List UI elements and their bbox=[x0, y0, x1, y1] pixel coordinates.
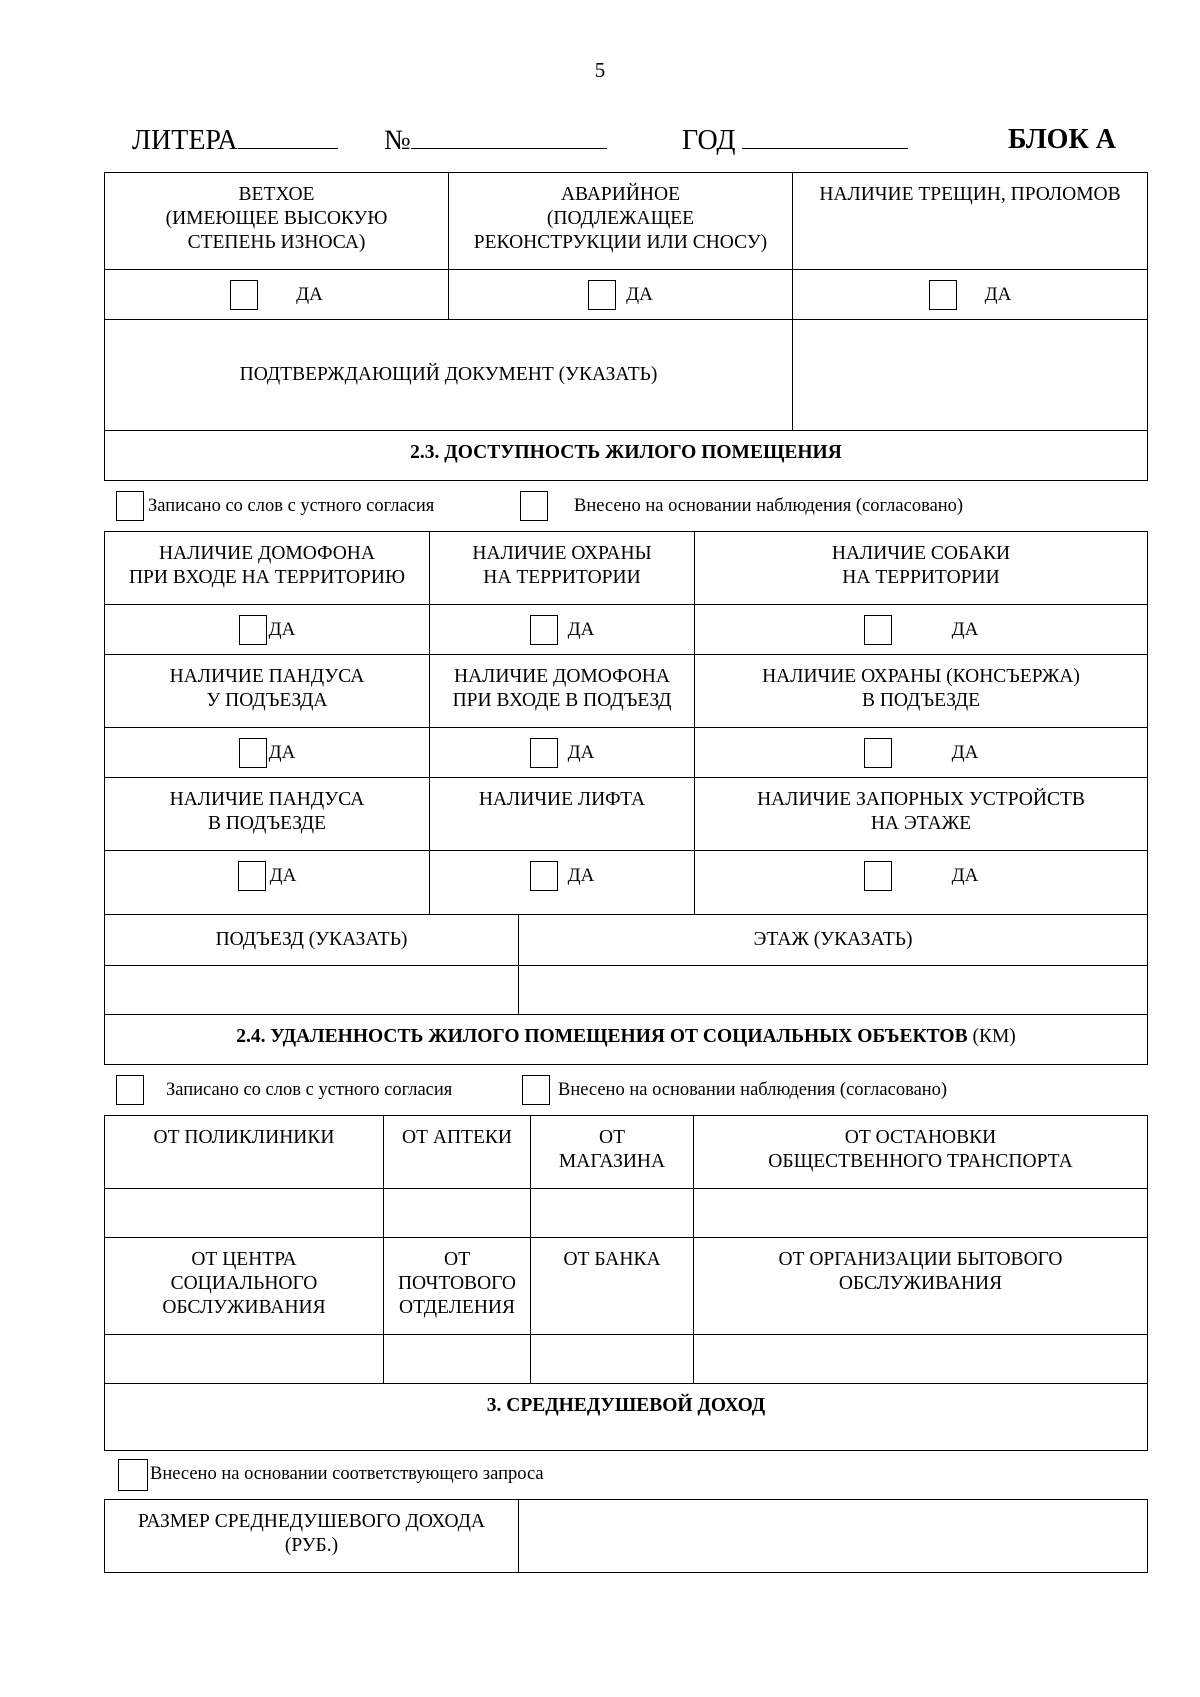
emergency-checkbox[interactable] bbox=[588, 280, 616, 310]
pharmacy-header: ОТ АПТЕКИ bbox=[384, 1116, 531, 1189]
income-table bbox=[104, 1499, 1148, 1573]
section-2-4-title-text: 2.4. УДАЛЕННОСТЬ ЖИЛОГО ПОМЕЩЕНИЯ ОТ СОЦИАЛЬНЫХ ОБЪЕКТОВ bbox=[236, 1025, 968, 1047]
yes-label: ДА bbox=[296, 284, 323, 305]
emergency-header: АВАРИЙНОЕ (ПОДЛЕЖАЩЕЕ РЕКОНСТРУКЦИИ ИЛИ СНОСУ) bbox=[449, 173, 793, 270]
transport-stop-header: ОТ ОСТАНОВКИ ОБЩЕСТВЕННОГО ТРАНСПОРТА bbox=[694, 1116, 1148, 1189]
bank-header: ОТ БАНКА bbox=[531, 1238, 694, 1335]
consumer-service-header: ОТ ОРГАНИЗАЦИИ БЫТОВОГО ОБСЛУЖИВАНИЯ bbox=[694, 1238, 1148, 1335]
floor-label: ЭТАЖ (УКАЗАТЬ) bbox=[519, 915, 1148, 965]
consent-observed-2-3[interactable] bbox=[520, 491, 963, 521]
section-2-3-title-table bbox=[104, 431, 1148, 482]
dilapidated-header: ВЕТХОЕ (ИМЕЮЩЕЕ ВЫСОКУЮ СТЕПЕНЬ ИЗНОСА) bbox=[105, 173, 449, 270]
request-checkbox[interactable] bbox=[118, 1459, 148, 1491]
yes-label: ДА bbox=[567, 865, 595, 886]
bank-distance-input[interactable] bbox=[531, 1335, 694, 1384]
consent-verbal-checkbox[interactable] bbox=[116, 1075, 144, 1105]
consent-observed-checkbox[interactable] bbox=[522, 1075, 550, 1105]
year-blank[interactable] bbox=[742, 124, 908, 149]
intercom-entrance-header: НАЛИЧИЕ ДОМОФОНА ПРИ ВХОДЕ В ПОДЪЕЗД bbox=[430, 655, 695, 728]
ramp-entrance-checkbox[interactable] bbox=[239, 738, 267, 768]
yes-label: ДА bbox=[951, 742, 979, 763]
consent-observed-checkbox[interactable] bbox=[520, 491, 548, 521]
litera-blank[interactable] bbox=[238, 124, 338, 149]
section-2-4-title-table bbox=[104, 1015, 1148, 1066]
section-2-3-title: 2.3. ДОСТУПНОСТЬ ЖИЛОГО ПОМЕЩЕНИЯ bbox=[105, 431, 1148, 481]
consent-verbal-label: Записано со слов с устного согласия bbox=[166, 1079, 453, 1100]
cracks-checkbox[interactable] bbox=[929, 280, 957, 310]
social-center-distance-input[interactable] bbox=[105, 1335, 384, 1384]
dilapidated-checkbox[interactable] bbox=[230, 280, 258, 310]
ramp-entrance-header: НАЛИЧИЕ ПАНДУСА У ПОДЪЕЗДА bbox=[105, 655, 430, 728]
number-blank[interactable] bbox=[411, 124, 607, 149]
consent-observed-label: Внесено на основании наблюдения (согласовано) bbox=[558, 1079, 948, 1100]
dog-territory-checkbox[interactable] bbox=[864, 615, 892, 645]
yes-label: ДА bbox=[626, 284, 653, 305]
consent-observed-2-4[interactable] bbox=[522, 1075, 947, 1105]
litera-label: ЛИТЕРА bbox=[132, 125, 238, 156]
yes-label: ДА bbox=[567, 742, 595, 763]
clinic-distance-input[interactable] bbox=[105, 1189, 384, 1238]
section-2-4-unit: (КМ) bbox=[972, 1025, 1016, 1047]
consent-verbal-label: Записано со слов с устного согласия bbox=[148, 495, 435, 516]
year-label: ГОД bbox=[682, 125, 736, 156]
yes-label: ДА bbox=[951, 865, 979, 886]
distance-table bbox=[104, 1115, 1148, 1384]
social-center-header: ОТ ЦЕНТРА СОЦИАЛЬНОГО ОБСЛУЖИВАНИЯ bbox=[105, 1238, 384, 1335]
ramp-inside-checkbox[interactable] bbox=[238, 861, 266, 891]
shop-distance-input[interactable] bbox=[531, 1189, 694, 1238]
clinic-header: ОТ ПОЛИКЛИНИКИ bbox=[105, 1116, 384, 1189]
transport-distance-input[interactable] bbox=[694, 1189, 1148, 1238]
intercom-entrance-checkbox[interactable] bbox=[530, 738, 558, 768]
block-label: БЛОК А bbox=[1008, 124, 1116, 155]
condition-table bbox=[104, 172, 1148, 320]
year-field[interactable] bbox=[682, 124, 908, 157]
consent-row-2-3 bbox=[104, 481, 1148, 531]
post-office-distance-input[interactable] bbox=[384, 1335, 531, 1384]
locks-checkbox[interactable] bbox=[864, 861, 892, 891]
shop-header: ОТ МАГАЗИНА bbox=[531, 1116, 694, 1189]
post-office-header: ОТ ПОЧТОВОГО ОТДЕЛЕНИЯ bbox=[384, 1238, 531, 1335]
yes-label: ДА bbox=[268, 619, 296, 640]
cracks-header: НАЛИЧИЕ ТРЕЩИН, ПРОЛОМОВ bbox=[793, 173, 1148, 270]
yes-label: ДА bbox=[268, 742, 296, 763]
guard-territory-header: НАЛИЧИЕ ОХРАНЫ НА ТЕРРИТОРИИ bbox=[430, 532, 695, 605]
request-note[interactable] bbox=[118, 1459, 544, 1491]
document-label: ПОДТВЕРЖДАЮЩИЙ ДОКУМЕНТ (УКАЗАТЬ) bbox=[105, 320, 793, 430]
guard-territory-checkbox[interactable] bbox=[530, 615, 558, 645]
intercom-territory-checkbox[interactable] bbox=[239, 615, 267, 645]
dog-territory-header: НАЛИЧИЕ СОБАКИ НА ТЕРРИТОРИИ bbox=[695, 532, 1148, 605]
intercom-territory-header: НАЛИЧИЕ ДОМОФОНА ПРИ ВХОДЕ НА ТЕРРИТОРИЮ bbox=[105, 532, 430, 605]
request-note-label: Внесено на основании соответствующего запроса bbox=[150, 1464, 544, 1484]
section-2-4-title bbox=[105, 1015, 1148, 1065]
entrance-label: ПОДЪЕЗД (УКАЗАТЬ) bbox=[105, 915, 519, 965]
ramp-inside-header: НАЛИЧИЕ ПАНДУСА В ПОДЪЕЗДЕ bbox=[105, 778, 430, 851]
income-label: РАЗМЕР СРЕДНЕДУШЕВОГО ДОХОДА (РУБ.) bbox=[105, 1499, 519, 1572]
yes-label: ДА bbox=[269, 865, 297, 886]
elevator-checkbox[interactable] bbox=[530, 861, 558, 891]
consent-verbal-checkbox[interactable] bbox=[116, 491, 144, 521]
consent-verbal-2-4[interactable] bbox=[116, 1075, 452, 1105]
concierge-checkbox[interactable] bbox=[864, 738, 892, 768]
elevator-header: НАЛИЧИЕ ЛИФТА bbox=[430, 778, 695, 851]
document-input[interactable] bbox=[793, 320, 1148, 430]
form bbox=[104, 172, 1148, 1573]
locks-header: НАЛИЧИЕ ЗАПОРНЫХ УСТРОЙСТВ НА ЭТАЖЕ bbox=[695, 778, 1148, 851]
consumer-service-distance-input[interactable] bbox=[694, 1335, 1148, 1384]
income-input[interactable] bbox=[519, 1499, 1148, 1572]
litera-field[interactable] bbox=[132, 124, 338, 157]
yes-label: ДА bbox=[567, 619, 595, 640]
entrance-input[interactable] bbox=[105, 965, 519, 1014]
yes-label: ДА bbox=[951, 619, 979, 640]
consent-verbal-2-3[interactable] bbox=[116, 491, 434, 521]
number-field[interactable] bbox=[384, 124, 607, 157]
section-3-title: 3. СРЕДНЕДУШЕВОЙ ДОХОД bbox=[105, 1384, 1148, 1450]
entrance-floor-table bbox=[104, 915, 1148, 1015]
section-3-title-table bbox=[104, 1384, 1148, 1451]
document-table bbox=[104, 320, 1148, 431]
accessibility-table bbox=[104, 531, 1148, 915]
concierge-header: НАЛИЧИЕ ОХРАНЫ (КОНСЪЕРЖА) В ПОДЪЕЗДЕ bbox=[695, 655, 1148, 728]
request-row bbox=[104, 1451, 1148, 1499]
floor-input[interactable] bbox=[519, 965, 1148, 1014]
consent-row-2-4 bbox=[104, 1065, 1148, 1115]
yes-label: ДА bbox=[984, 284, 1012, 305]
pharmacy-distance-input[interactable] bbox=[384, 1189, 531, 1238]
number-label: № bbox=[384, 125, 411, 156]
consent-observed-label: Внесено на основании наблюдения (согласовано) bbox=[574, 495, 964, 516]
page-number: 5 bbox=[594, 58, 606, 82]
